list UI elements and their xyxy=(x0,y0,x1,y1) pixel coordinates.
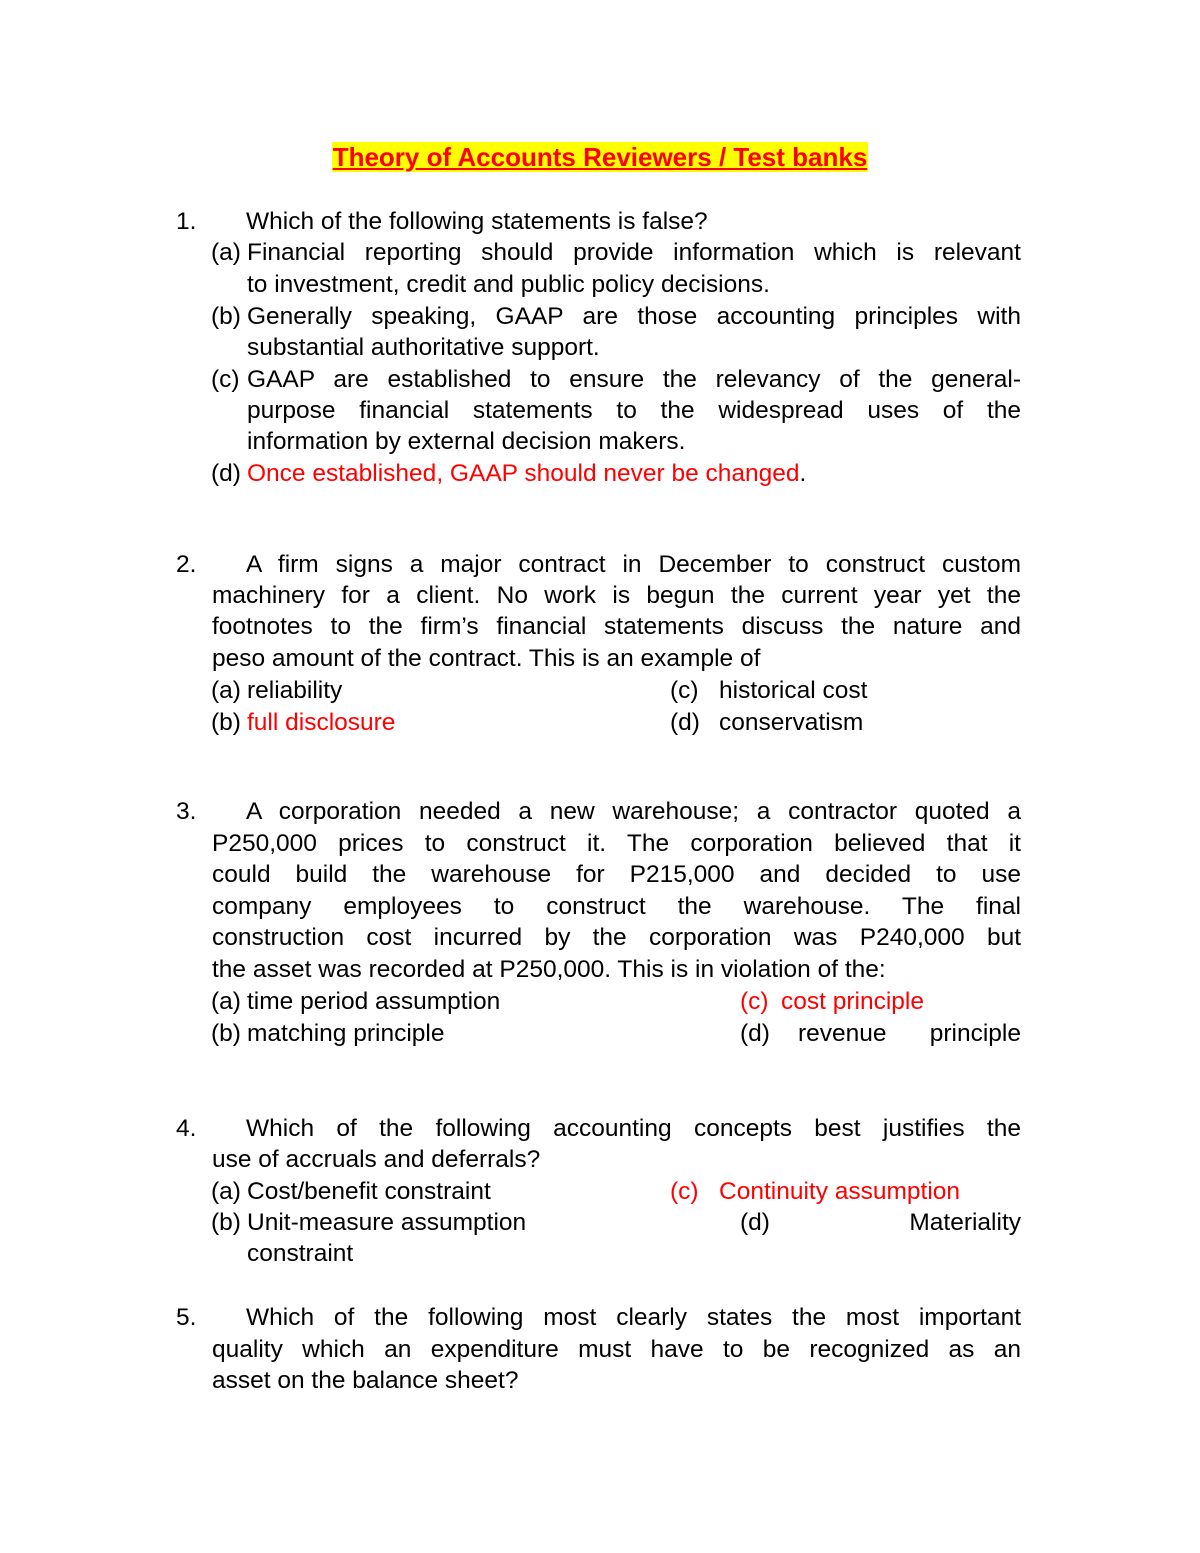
question-4-choice-b-text: Unit-measure assumption xyxy=(247,1209,527,1236)
question-1-choice-c-line-3: information by external decision makers. xyxy=(247,428,686,455)
question-1-choice-a-line-1: Financial reporting should provide information which is relevant xyxy=(247,239,1021,266)
question-2-choice-a-text: reliability xyxy=(247,677,343,704)
question-3-choice-c-label: (c) xyxy=(740,988,769,1015)
question-4-choice-a-text: Cost/benefit constraint xyxy=(247,1178,491,1205)
question-2-choice-a-label: (a) xyxy=(211,677,241,704)
question-4-choice-b-label: (b) xyxy=(211,1209,241,1236)
question-5-line-1: Which of the following most clearly states the most important xyxy=(246,1304,1021,1331)
question-4-choice-d-continuation: constraint xyxy=(247,1240,354,1267)
question-1-choice-a-label: (a) xyxy=(211,239,241,266)
document-title-text: Theory of Accounts Reviewers / Test banks xyxy=(332,142,868,172)
question-2-choice-b-label: (b) xyxy=(211,709,241,736)
question-3-line-5: construction cost incurred by the corporation was P240,000 but xyxy=(212,924,1021,951)
question-3-number: 3. xyxy=(176,798,197,825)
question-1-choice-b-line-1: Generally speaking, GAAP are those accounting principles with xyxy=(247,303,1021,330)
question-4-number: 4. xyxy=(176,1115,197,1142)
question-5-number: 5. xyxy=(176,1304,197,1331)
question-5-line-3: asset on the balance sheet? xyxy=(212,1367,519,1394)
question-4-line-1: Which of the following accounting concepts best justifies the xyxy=(246,1115,1021,1142)
question-3-choice-b-label: (b) xyxy=(211,1020,241,1047)
question-1-choice-d-label: (d) xyxy=(211,460,241,487)
question-1-choice-b-label: (b) xyxy=(211,303,241,330)
question-2-choice-c-text: historical cost xyxy=(719,677,868,704)
question-3-line-4: company employees to construct the warehouse. The final xyxy=(212,893,1021,920)
question-1-correct-answer: Once established, GAAP should never be changed xyxy=(247,460,800,487)
question-1-choice-a-line-2: to investment, credit and public policy decisions. xyxy=(247,271,770,298)
question-3-choice-b-text: matching principle xyxy=(247,1020,445,1047)
question-2-choice-c-label: (c) xyxy=(670,677,699,704)
question-3-choice-d-text: revenue principle xyxy=(798,1020,1021,1047)
question-2-choice-d-label: (d) xyxy=(670,709,700,736)
question-1-choice-c-line-2: purpose financial statements to the widespread uses of the xyxy=(247,397,1021,424)
question-4-line-2: use of accruals and deferrals? xyxy=(212,1146,541,1173)
question-5-line-2: quality which an expenditure must have to be recognized as an xyxy=(212,1336,1021,1363)
question-2-line-1: A firm signs a major contract in December to construct custom xyxy=(246,551,1021,578)
question-3-line-1: A corporation needed a new warehouse; a contractor quoted a xyxy=(246,798,1021,825)
question-2-choice-d-text: conservatism xyxy=(719,709,864,736)
question-1-number: 1. xyxy=(176,208,197,235)
question-1-choice-d-answer xyxy=(247,458,806,489)
question-4-choice-d-label: (d) xyxy=(740,1209,770,1236)
question-3-correct-answer: cost principle xyxy=(781,988,924,1015)
question-2-line-2: machinery for a client. No work is begun the current year yet the xyxy=(212,582,1021,609)
question-3-choice-d-label: (d) xyxy=(740,1020,770,1047)
question-2-line-4: peso amount of the contract. This is an example of xyxy=(212,645,761,672)
question-4-choice-c-label: (c) xyxy=(670,1178,699,1205)
question-3-line-6: the asset was recorded at P250,000. This is in violation of the: xyxy=(212,956,886,983)
question-3-choice-a-text: time period assumption xyxy=(247,988,501,1015)
question-3-choice-a-label: (a) xyxy=(211,988,241,1015)
question-1-text: Which of the following statements is false? xyxy=(246,208,708,235)
question-1-choice-c-line-1: GAAP are established to ensure the relevancy of the general- xyxy=(247,366,1021,393)
question-1-choice-c-label: (c) xyxy=(211,366,240,393)
question-1-choice-d-period: . xyxy=(799,460,807,487)
question-4-choice-a-label: (a) xyxy=(211,1178,241,1205)
question-1-choice-b-line-2: substantial authoritative support. xyxy=(247,334,600,361)
question-2-correct-answer: full disclosure xyxy=(247,709,396,736)
question-2-number: 2. xyxy=(176,551,197,578)
document-title xyxy=(0,140,1200,174)
question-4-choice-d-text: Materiality xyxy=(909,1209,1021,1236)
question-4-correct-answer: Continuity assumption xyxy=(719,1178,961,1205)
question-3-line-2: P250,000 prices to construct it. The corporation believed that it xyxy=(212,830,1021,857)
question-2-line-3: footnotes to the firm’s financial statements discuss the nature and xyxy=(212,613,1021,640)
question-3-line-3: could build the warehouse for P215,000 and decided to use xyxy=(212,861,1021,888)
